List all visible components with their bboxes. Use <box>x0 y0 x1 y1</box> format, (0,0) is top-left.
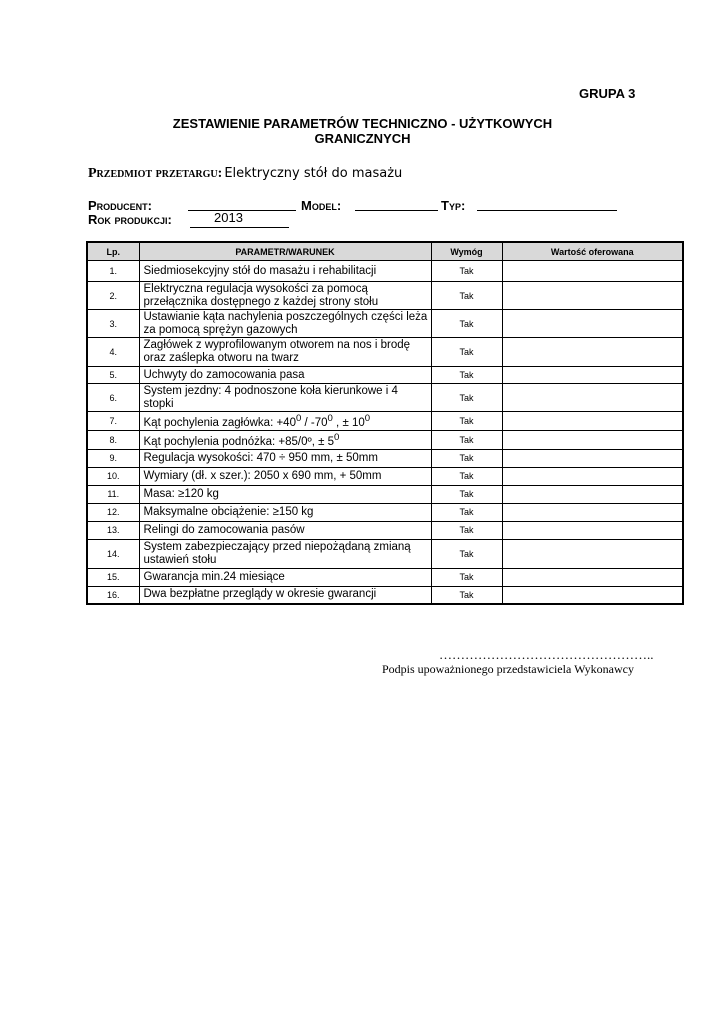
row-offered-value[interactable] <box>502 521 683 539</box>
model-field[interactable] <box>355 196 438 211</box>
row-offered-value[interactable] <box>502 261 683 282</box>
row-parameter: System jezdny: 4 podnoszone koła kierunkowe i 4 stopki <box>139 384 431 412</box>
row-number: 6. <box>87 384 139 412</box>
row-number: 11. <box>87 485 139 503</box>
row-number: 15. <box>87 568 139 586</box>
degree-superscript: 0 <box>295 413 302 424</box>
row-number: 2. <box>87 282 139 310</box>
row-offered-value[interactable] <box>502 310 683 338</box>
row-parameter: Zagłówek z wyprofilowanym otworem na nos i brodę oraz zaślepka otworu na twarz <box>139 338 431 367</box>
table-row <box>87 467 683 485</box>
row-requirement: Tak <box>431 521 502 539</box>
table-row <box>87 384 683 412</box>
row-number: 14. <box>87 539 139 568</box>
row-offered-value[interactable] <box>502 338 683 367</box>
table-row <box>87 430 683 449</box>
row-offered-value[interactable] <box>502 449 683 467</box>
row-offered-value[interactable] <box>502 503 683 521</box>
row-number: 1. <box>87 261 139 282</box>
header-parameter: PARAMETR/WARUNEK <box>139 242 431 261</box>
table-row <box>87 586 683 604</box>
row-offered-value[interactable] <box>502 586 683 604</box>
production-year-label: Rok produkcji: <box>88 212 172 227</box>
document-title: ZESTAWIENIE PARAMETRÓW TECHNICZNO - UŻYTKOWYCH <box>172 116 553 131</box>
row-number: 8. <box>87 430 139 449</box>
row-parameter: Gwarancja min.24 miesiące <box>139 568 431 586</box>
row-requirement: Tak <box>431 384 502 412</box>
row-parameter-text: , ± 10 <box>332 416 365 429</box>
table-row <box>87 338 683 367</box>
row-number: 13. <box>87 521 139 539</box>
header-lp: Lp. <box>87 242 139 261</box>
table-row <box>87 310 683 338</box>
row-parameter <box>139 430 431 449</box>
row-requirement: Tak <box>431 261 502 282</box>
row-requirement: Tak <box>431 539 502 568</box>
type-field[interactable] <box>477 196 617 211</box>
row-parameter: Regulacja wysokości: 470 ÷ 950 mm, ± 50mm <box>139 449 431 467</box>
row-number: 3. <box>87 310 139 338</box>
row-parameter: Siedmiosekcyjny stół do masażu i rehabilitacji <box>139 261 431 282</box>
table-row <box>87 449 683 467</box>
row-number: 7. <box>87 412 139 431</box>
row-parameter-text: Kąt pochylenia podnóżka: +85/0º, ± 5 <box>143 435 334 448</box>
table-header-row <box>87 242 683 261</box>
degree-superscript: 0 <box>327 413 333 424</box>
production-year-value: 2013 <box>214 210 243 225</box>
row-offered-value[interactable] <box>502 539 683 568</box>
row-parameter <box>139 412 431 431</box>
row-number: 16. <box>87 586 139 604</box>
row-requirement: Tak <box>431 467 502 485</box>
header-requirement: Wymóg <box>431 242 502 261</box>
table-row <box>87 503 683 521</box>
row-parameter: Masa: ≥120 kg <box>139 485 431 503</box>
producer-field[interactable] <box>188 196 296 211</box>
row-offered-value[interactable] <box>502 568 683 586</box>
row-number: 12. <box>87 503 139 521</box>
table-row <box>87 539 683 568</box>
row-offered-value[interactable] <box>502 367 683 384</box>
model-label: Model: <box>301 198 342 213</box>
table-row <box>87 412 683 431</box>
group-label: GRUPA 3 <box>579 86 636 101</box>
row-parameter: Maksymalne obciążenie: ≥150 kg <box>139 503 431 521</box>
row-requirement: Tak <box>431 586 502 604</box>
table-row <box>87 261 683 282</box>
tender-subject-value: Elektryczny stół do masażu <box>224 166 403 181</box>
row-requirement: Tak <box>431 430 502 449</box>
signature-line: ………………………………………….. <box>439 647 654 662</box>
type-label: Typ: <box>441 198 466 213</box>
row-parameter: Uchwyty do zamocowania pasa <box>139 367 431 384</box>
row-offered-value[interactable] <box>502 384 683 412</box>
degree-superscript: 0 <box>364 413 371 424</box>
row-parameter: Relingi do zamocowania pasów <box>139 521 431 539</box>
tender-subject-label: Przedmiot przetargu: <box>88 166 223 181</box>
row-requirement: Tak <box>431 310 502 338</box>
row-parameter: Wymiary (dł. x szer.): 2050 x 690 mm, + 50mm <box>139 467 431 485</box>
row-number: 4. <box>87 338 139 367</box>
degree-superscript: 0 <box>334 431 340 443</box>
parameters-table <box>86 241 684 605</box>
row-requirement: Tak <box>431 412 502 431</box>
row-requirement: Tak <box>431 338 502 367</box>
producer-label: Producent: <box>88 198 152 213</box>
row-offered-value[interactable] <box>502 467 683 485</box>
row-requirement: Tak <box>431 568 502 586</box>
document-title-line2: GRANICZNYCH <box>314 131 411 146</box>
signature-label: Podpis upoważnionego przedstawiciela Wykonawcy <box>382 662 634 676</box>
row-offered-value[interactable] <box>502 282 683 310</box>
table-row <box>87 485 683 503</box>
row-requirement: Tak <box>431 503 502 521</box>
table-row <box>87 568 683 586</box>
table-row <box>87 367 683 384</box>
row-number: 10. <box>87 467 139 485</box>
row-requirement: Tak <box>431 282 502 310</box>
row-number: 5. <box>87 367 139 384</box>
table-row <box>87 521 683 539</box>
row-requirement: Tak <box>431 485 502 503</box>
row-parameter-text: / -70 <box>301 416 328 429</box>
header-offered-value: Wartość oferowana <box>502 242 683 261</box>
tender-subject <box>88 164 402 182</box>
row-offered-value[interactable] <box>502 412 683 431</box>
row-parameter: System zabezpieczający przed niepożądaną zmianą ustawień stołu <box>139 539 431 568</box>
row-number: 9. <box>87 449 139 467</box>
table-row <box>87 282 683 310</box>
row-requirement: Tak <box>431 449 502 467</box>
row-parameter-text: Kąt pochylenia zagłówka: +40 <box>143 416 296 429</box>
row-requirement: Tak <box>431 367 502 384</box>
row-parameter: Dwa bezpłatne przeglądy w okresie gwarancji <box>139 586 431 604</box>
row-offered-value[interactable] <box>502 430 683 449</box>
row-offered-value[interactable] <box>502 485 683 503</box>
row-parameter: Elektryczna regulacja wysokości za pomocą przełącznika dostępnego z każdej strony stołu <box>139 282 431 310</box>
row-parameter: Ustawianie kąta nachylenia poszczególnych części leża za pomocą sprężyn gazowych <box>139 310 431 338</box>
